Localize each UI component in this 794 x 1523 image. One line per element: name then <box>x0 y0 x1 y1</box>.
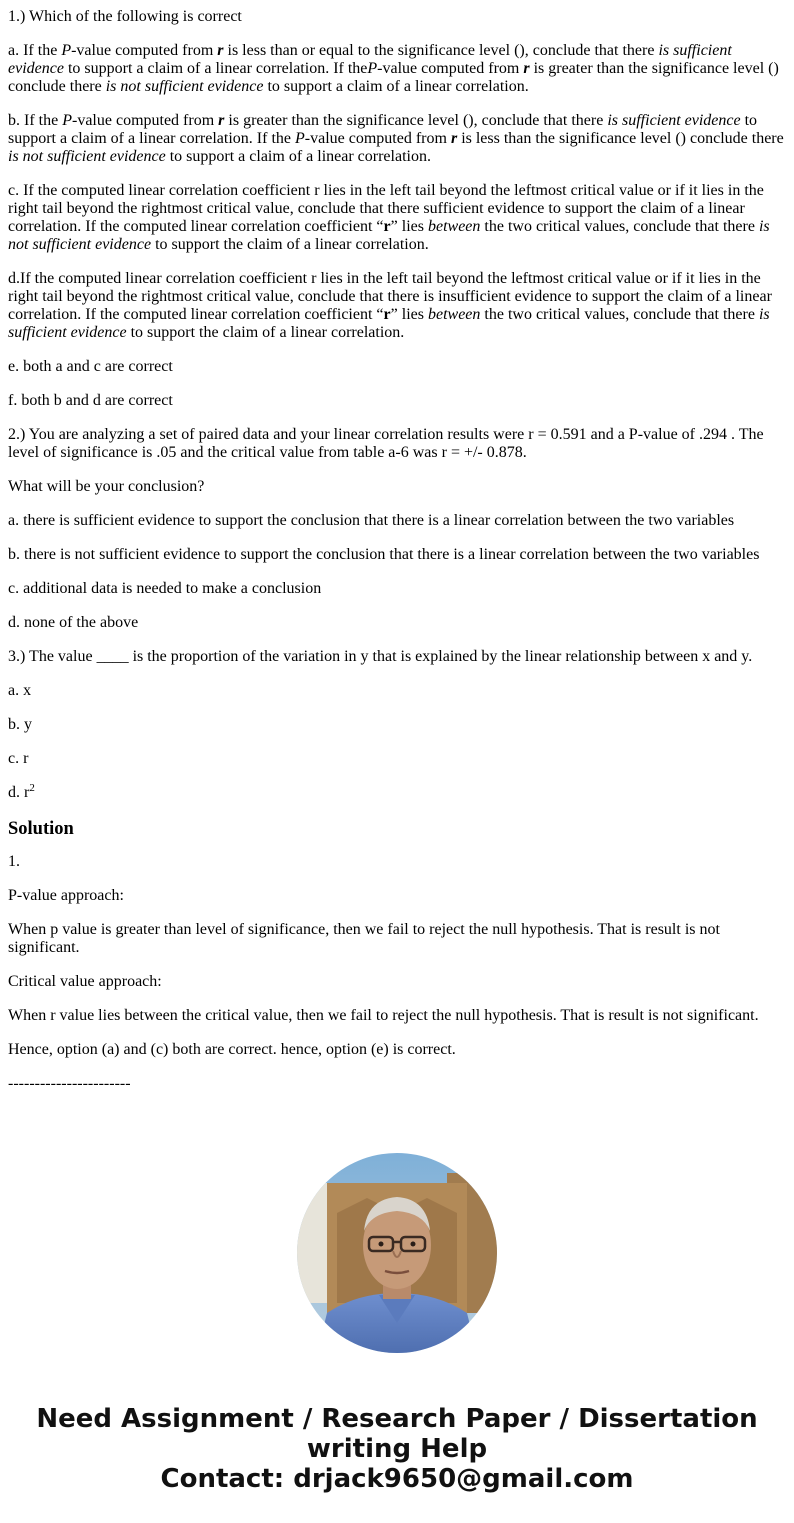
q1-option-d: d.If the computed linear correlation coefficient r lies in the left tail beyond the leftmost critical value or if it lies in the right tail beyond the rightmost critical value, conclude that there is insufficient evidence to support the claim of a linear correlation. If the computed linear correlation coefficient “r” lies between the two critical values, conclude that there is sufficient evidence to support the claim of a linear correlation. <box>8 270 772 341</box>
pvalue-approach-text: When p value is greater than level of significance, then we fail to reject the null hypothesis. That is result is not significant. <box>8 921 720 956</box>
q1-option-e: e. both a and c are correct <box>8 358 173 375</box>
q2-option-b: b. there is not sufficient evidence to support the conclusion that there is a linear correlation between the two variables <box>8 546 760 563</box>
q1-option-a: a. If the P-value computed from r is less than or equal to the significance level (), conclude that there is sufficient evidence to support a claim of a linear correlation. If theP-value computed from r is greater than the significance level () conclude there is not sufficient evidence to support a claim of a linear correlation. <box>8 42 779 95</box>
q3-stem: 3.) The value ____ is the proportion of the variation in y that is explained by the linear relationship between x and y. <box>8 648 753 665</box>
q2-option-c: c. additional data is needed to make a conclusion <box>8 580 322 597</box>
q2-stem: 2.) You are analyzing a set of paired data and your linear correlation results were r = 0.591 and a P-value of .294 . The level of significance is .05 and the critical value from table a-6 was r = +/- 0.878. <box>8 426 764 461</box>
q2-option-d: d. none of the above <box>8 614 139 631</box>
solution-number: 1. <box>8 853 20 870</box>
contact-banner <box>0 1404 794 1494</box>
divider-line: ----------------------- <box>8 1075 131 1092</box>
solution-conclusion: Hence, option (a) and (c) both are correct. hence, option (e) is correct. <box>8 1041 456 1058</box>
q1-option-b: b. If the P-value computed from r is greater than the significance level (), conclude that there is sufficient evidence to support a claim of a linear correlation. If the P-value computed from r is less than the significance level () conclude there is not sufficient evidence to support a claim of a linear correlation. <box>8 112 784 165</box>
banner-line-2: writing Help <box>306 1434 488 1464</box>
critical-approach-text: When r value lies between the critical value, then we fail to reject the null hypothesis. That is result is not significant. <box>8 1007 759 1024</box>
q3-option-c: c. r <box>8 750 29 767</box>
q1-option-f: f. both b and d are correct <box>8 392 173 409</box>
document-body <box>8 8 788 1109</box>
author-portrait-image <box>297 1153 497 1353</box>
author-avatar <box>297 1153 497 1353</box>
q1-option-c: c. If the computed linear correlation coefficient r lies in the left tail beyond the leftmost critical value or if it lies in the right tail beyond the rightmost critical value, conclude that there sufficient evidence to support the claim of a linear correlation. If the computed linear correlation coefficient “r” lies between the two critical values, conclude that there is not sufficient evidence to support the claim of a linear correlation. <box>8 182 770 253</box>
q3-option-a: a. x <box>8 682 32 699</box>
solution-heading: Solution <box>8 819 74 839</box>
critical-approach-heading: Critical value approach: <box>8 973 162 990</box>
banner-contact-line: Contact: drjack9650@gmail.com <box>160 1464 634 1494</box>
q1-title: 1.) Which of the following is correct <box>8 8 242 25</box>
q2-prompt: What will be your conclusion? <box>8 478 205 495</box>
pvalue-approach-heading: P-value approach: <box>8 887 124 904</box>
banner-line-1: Need Assignment / Research Paper / Dissertation <box>36 1404 758 1434</box>
q3-option-d: d. $r^2$ <box>8 782 35 801</box>
q3-option-b: b. y <box>8 716 32 733</box>
q2-option-a: a. there is sufficient evidence to support the conclusion that there is a linear correlation between the two variables <box>8 512 735 529</box>
